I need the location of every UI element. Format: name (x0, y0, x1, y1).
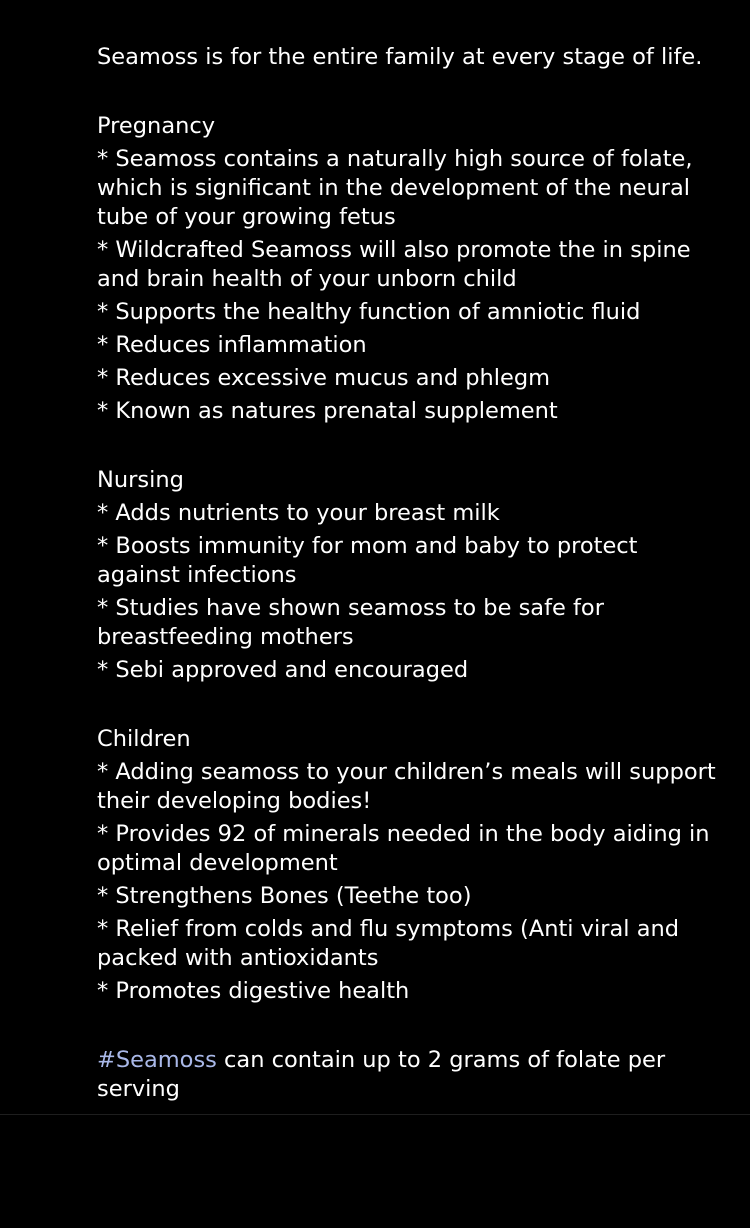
list-item: * Adding seamoss to your children’s meals will support their developing bodies! (97, 759, 716, 814)
list-item: * Sebi approved and encouraged (97, 657, 469, 683)
list-item: * Wildcrafted Seamoss will also promote the in spine and brain health of your unborn child (97, 237, 691, 292)
section-heading: Nursing (97, 467, 184, 493)
section-pregnancy (97, 112, 727, 426)
list-item: * Seamoss contains a naturally high source of folate, which is significant in the development of the neural tube of your growing fetus (97, 146, 693, 230)
section-heading: Pregnancy (97, 113, 216, 139)
list-item: * Known as natures prenatal supplement (97, 398, 558, 424)
hashtag-link[interactable]: #Seamoss (97, 1047, 217, 1073)
section-nursing (97, 466, 727, 685)
list-item: * Provides 92 of minerals needed in the body aiding in optimal development (97, 821, 710, 876)
paragraph-spacer (97, 689, 727, 725)
section-heading: Children (97, 726, 191, 752)
paragraph-spacer (97, 430, 727, 466)
list-item: * Relief from colds and flu symptoms (Anti viral and packed with antioxidants (97, 916, 680, 971)
list-item: * Reduces inflammation (97, 332, 367, 358)
paragraph-spacer (97, 1010, 727, 1046)
intro-paragraph (97, 43, 727, 72)
list-item: * Reduces excessive mucus and phlegm (97, 365, 551, 391)
list-item: * Adds nutrients to your breast milk (97, 500, 500, 526)
footer-paragraph (97, 1046, 727, 1104)
list-item: * Boosts immunity for mom and baby to protect against infections (97, 533, 638, 588)
paragraph-spacer (97, 76, 727, 112)
bottom-blank-area (0, 1115, 750, 1228)
section-children (97, 725, 727, 1006)
list-item: * Strengthens Bones (Teethe too) (97, 883, 472, 909)
footer-line (97, 1046, 727, 1104)
list-item: * Promotes digestive health (97, 978, 410, 1004)
note-body (97, 43, 727, 1108)
intro-text: Seamoss is for the entire family at every stage of life. (97, 44, 703, 70)
footer-text: can contain up to 2 grams of folate per serving (97, 1047, 666, 1102)
list-item: * Studies have shown seamoss to be safe for breastfeeding mothers (97, 595, 604, 650)
list-item: * Supports the healthy function of amniotic fluid (97, 299, 641, 325)
